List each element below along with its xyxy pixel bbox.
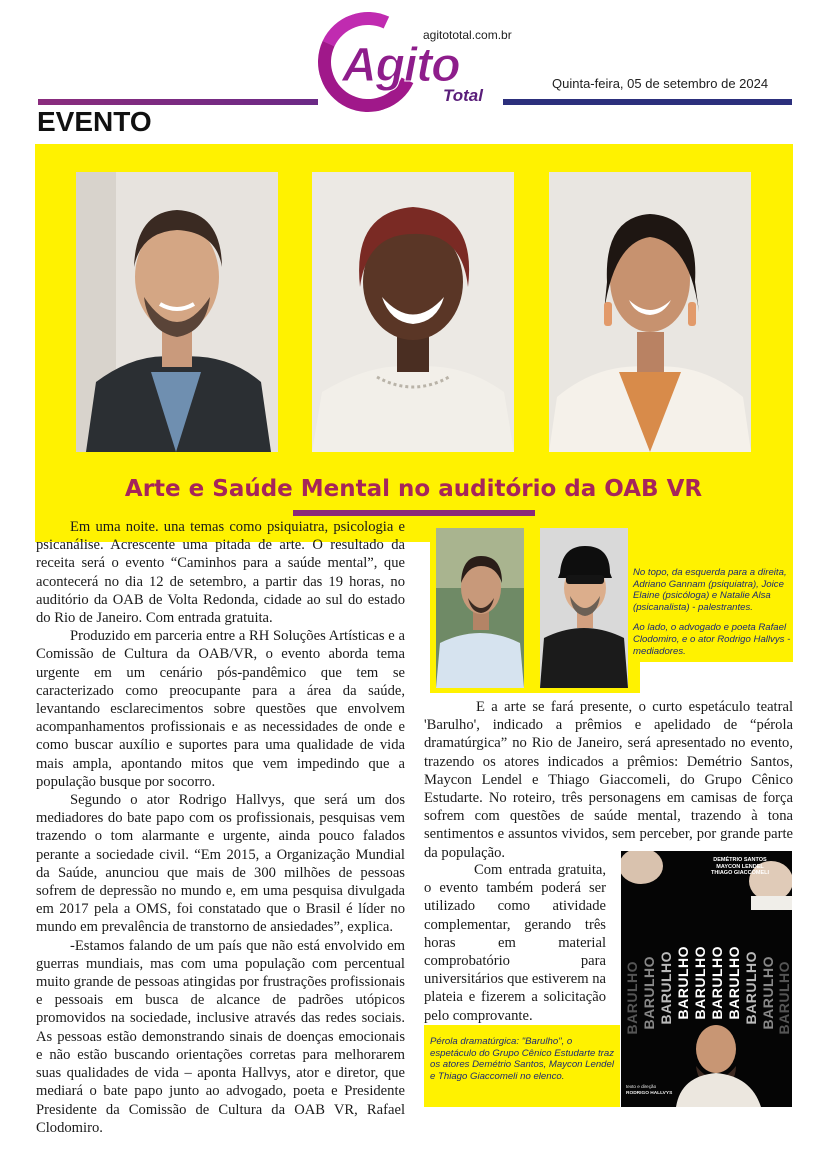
poster-title: BARULHO — [692, 946, 708, 1020]
poster-credit — [626, 1084, 672, 1097]
paragraph: Com entrada gratuita, o evento também poderá ser utilizado como atividade complementar, gerando três horas em material comprobatório para universitários que estiverem na plateia e fizerem a solicitação pelo comprovante. — [424, 862, 606, 1024]
poster-cast-name: DEMÉTRIO SANTOS — [713, 857, 767, 863]
logo-subtitle: Total — [443, 86, 483, 105]
portrait-natalie-alsa — [549, 172, 751, 452]
portrait-joice-elaine — [312, 172, 514, 452]
paragraph: E a arte se fará presente, o curto espetáculo teatral 'Barulho', indicado a prêmios e apelidado de “pérola dramatúrgica” no Rio de Janeiro, será apresentado no evento, trazendo os atores indicados a prêmios: Demétrio Santos, Maycon Lendel e Thiago Giaccomeli, do Grupo Cênico Estudarte. No roteiro, três personagens em camisas de força sofrem com questões de saúde mental, trazendo à tona sentimentos e assuntos vividos, sem perceber, por grande parte da população. — [424, 699, 793, 861]
photo-rafael-clodomiro — [436, 528, 524, 688]
paragraph: -Estamos falando de um país que não está envolvido em guerras mundiais, mas com uma população com percentual muito grande de pessoas atingidas por frustrações profissionais e pessoais em busca de alcance de padrões utópicos promovidos na sociedade, inclusive através das redes sociais. As pessoas estão demonstrando sinais de doenças emocionais e não estão buscando orientações corretas para melhorarem suas qualidades de vida – aponta Hallvys, ator e diretor, que mediará o bate papo junto ao advogado, poeta e Presidente Presidente da Comissão de Cultura da OAB VR, Rafael Clodomiro. — [36, 937, 405, 1136]
poster-cast-name: THIAGO GIACCOMELI — [710, 870, 770, 877]
section-title: EVENTO — [37, 106, 152, 137]
article-right-column — [424, 698, 793, 862]
poster-title: BARULHO — [709, 946, 725, 1020]
portrait-adriano-gannam — [76, 172, 278, 452]
poster-title: BARULHO — [641, 956, 657, 1030]
poster-title: BARULHO — [760, 956, 776, 1030]
headline-underline — [293, 510, 535, 516]
caption-photos — [633, 567, 791, 657]
caption-top: No topo, da esquerda para a direita, Adriano Gannam (psiquiatra), Joice Elaine (psicóloga) e Natalie Alsa (psicanalista) - palestrantes. — [633, 567, 787, 613]
poster-credit-name: RODRIGO HALLVYS — [626, 1090, 673, 1096]
poster-title: BARULHO — [726, 946, 742, 1020]
paragraph: Em uma noite. una temas como psiquiatra, psicologia e psicanálise. Acrescente uma pitada de arte. O resultado da receita será o evento “Caminhos para a saúde mental”, que acontecerá no dia 12 de setembro, a partir das 19 horas, no auditório da OAB de Volta Redonda, cidade ao sul do estado do Rio de Janeiro. Com entrada gratuita. — [36, 519, 405, 627]
poster-credit-label: texto e direção — [626, 1084, 657, 1089]
paragraph: Produzido em parceria entre a RH Soluções Artísticas e a Comissão de Cultura da OAB/VR, o evento aborda tema urgente em um cenário pós-pandêmico que tem se caracterizado como preocupante para a área da saúde, levantando esclarecimentos sobre questões que envolvem acompanhamentos profissionais e as necessidades de onde e como buscar auxílio e suportes para uma qualidade de vida mais ampla, apontando mitos que vem impedindo que a população busque por socorro. — [36, 628, 405, 790]
logo-wordmark[interactable]: Agito — [342, 39, 460, 92]
caption-poster: Pérola dramatúrgica: "Barulho", o espetáculo do Grupo Cênico Estudarte traz os atores Demétrio Santos, Maycon Lendel e Thiago Giaccomeli no elenco. — [430, 1036, 614, 1082]
poster-title: BARULHO — [776, 961, 792, 1035]
barulho-poster — [621, 851, 792, 1107]
poster-title: BARULHO — [624, 961, 640, 1035]
header-rule-right — [503, 99, 792, 105]
article-headline: Arte e Saúde Mental no auditório da OAB VR — [124, 476, 703, 502]
article-right-column-narrow — [424, 861, 606, 1025]
photo-rodrigo-hallvys — [540, 528, 628, 688]
poster-cast — [691, 857, 789, 877]
poster-title: BARULHO — [675, 946, 691, 1020]
poster-title: BARULHO — [743, 951, 759, 1025]
caption-side: Ao lado, o advogado e poeta Rafael Clodomiro, e o ator Rodrigo Hallvys - mediadores. — [633, 622, 791, 657]
poster-title: BARULHO — [658, 951, 674, 1025]
header-rule-left — [38, 99, 318, 105]
site-url[interactable]: agitototal.com.br — [423, 28, 512, 42]
article-left-column — [36, 518, 405, 1137]
poster-cast-name: MAYCON LENDEL — [716, 863, 764, 870]
paragraph: Segundo o ator Rodrigo Hallvys, que será um dos mediadores do bate papo com os profissionais, pesquisas vem trazendo o tom alarmante e urgente, ainda pouco falados perante a sociedade civil. “Em 2015, a Organização Mundial da Saúde, anunciou que mais de 300 milhões de pessoas sofrem de depressão no mundo e, em uma pesquisa divulgada em 2017 pela a OMS, foi constatado que o Brasil é líder no mundo em prevalência de transtorno de ansiedades”, explica. — [36, 792, 405, 936]
issue-date: Quinta-feira, 05 de setembro de 2024 — [552, 76, 769, 91]
